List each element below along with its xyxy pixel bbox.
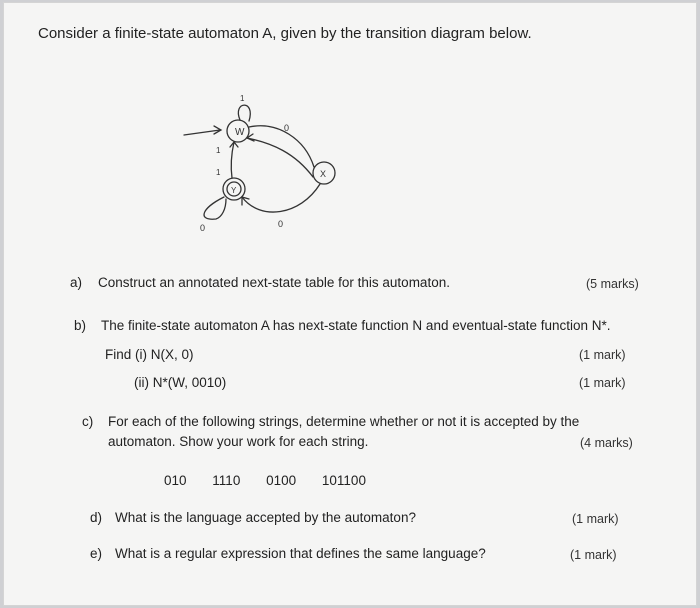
question-c-letter: c) xyxy=(82,414,94,429)
test-strings xyxy=(164,473,388,488)
question-d-text: What is the language accepted by the automaton? xyxy=(115,510,416,525)
state-y-label: Y xyxy=(231,186,237,195)
state-x-label: X xyxy=(320,169,327,179)
question-c-marks: (4 marks) xyxy=(580,436,633,450)
question-b-find: Find (i) N(X, 0) xyxy=(105,347,194,362)
question-e-letter: e) xyxy=(90,546,103,561)
state-w-label: W xyxy=(235,127,245,138)
label-w-x: 0 xyxy=(284,123,290,133)
question-b-ii-marks: (1 mark) xyxy=(579,376,626,390)
test-string: 1110 xyxy=(212,473,241,488)
label-y-w: 1 xyxy=(216,146,221,155)
question-d-marks: (1 mark) xyxy=(572,512,619,526)
y-self-loop xyxy=(204,197,226,219)
label-x-y: 0 xyxy=(278,219,284,229)
question-b-letter: b) xyxy=(74,318,87,333)
question-d-letter: d) xyxy=(90,510,103,525)
label-y-loop: 0 xyxy=(200,223,206,233)
question-e-marks: (1 mark) xyxy=(570,548,617,562)
label-w-loop: 1 xyxy=(240,94,245,103)
question-sheet xyxy=(3,2,697,606)
question-b-find-marks: (1 mark) xyxy=(579,348,626,362)
question-b-text: The finite-state automaton A has next-state function N and eventual-state function N*. xyxy=(101,318,611,333)
test-string: 010 xyxy=(164,473,187,488)
test-string: 101100 xyxy=(321,473,366,488)
w-self-loop xyxy=(238,105,250,121)
question-c-line1: For each of the following strings, determine whether or not it is accepted by the xyxy=(108,414,580,429)
question-a-letter: a) xyxy=(70,275,83,290)
edge-x-to-w xyxy=(247,138,313,177)
question-a-marks: (5 marks) xyxy=(586,277,639,291)
edge-y-to-w xyxy=(231,142,234,178)
question-e-text: What is a regular expression that defines the same language? xyxy=(115,546,486,561)
question-c-line2: automaton. Show your work for each string. xyxy=(108,434,369,449)
question-b-ii: (ii) N*(W, 0010) xyxy=(134,375,227,390)
problem-statement: Consider a finite-state automaton A, given by the transition diagram below. xyxy=(38,25,532,42)
edge-w-to-x xyxy=(249,126,314,167)
edge-x-to-y xyxy=(242,184,320,212)
question-a-text: Construct an annotated next-state table for this automaton. xyxy=(98,275,450,290)
label-y-w-2: 1 xyxy=(216,168,221,177)
test-string: 0100 xyxy=(266,473,297,488)
transition-diagram xyxy=(180,91,350,241)
